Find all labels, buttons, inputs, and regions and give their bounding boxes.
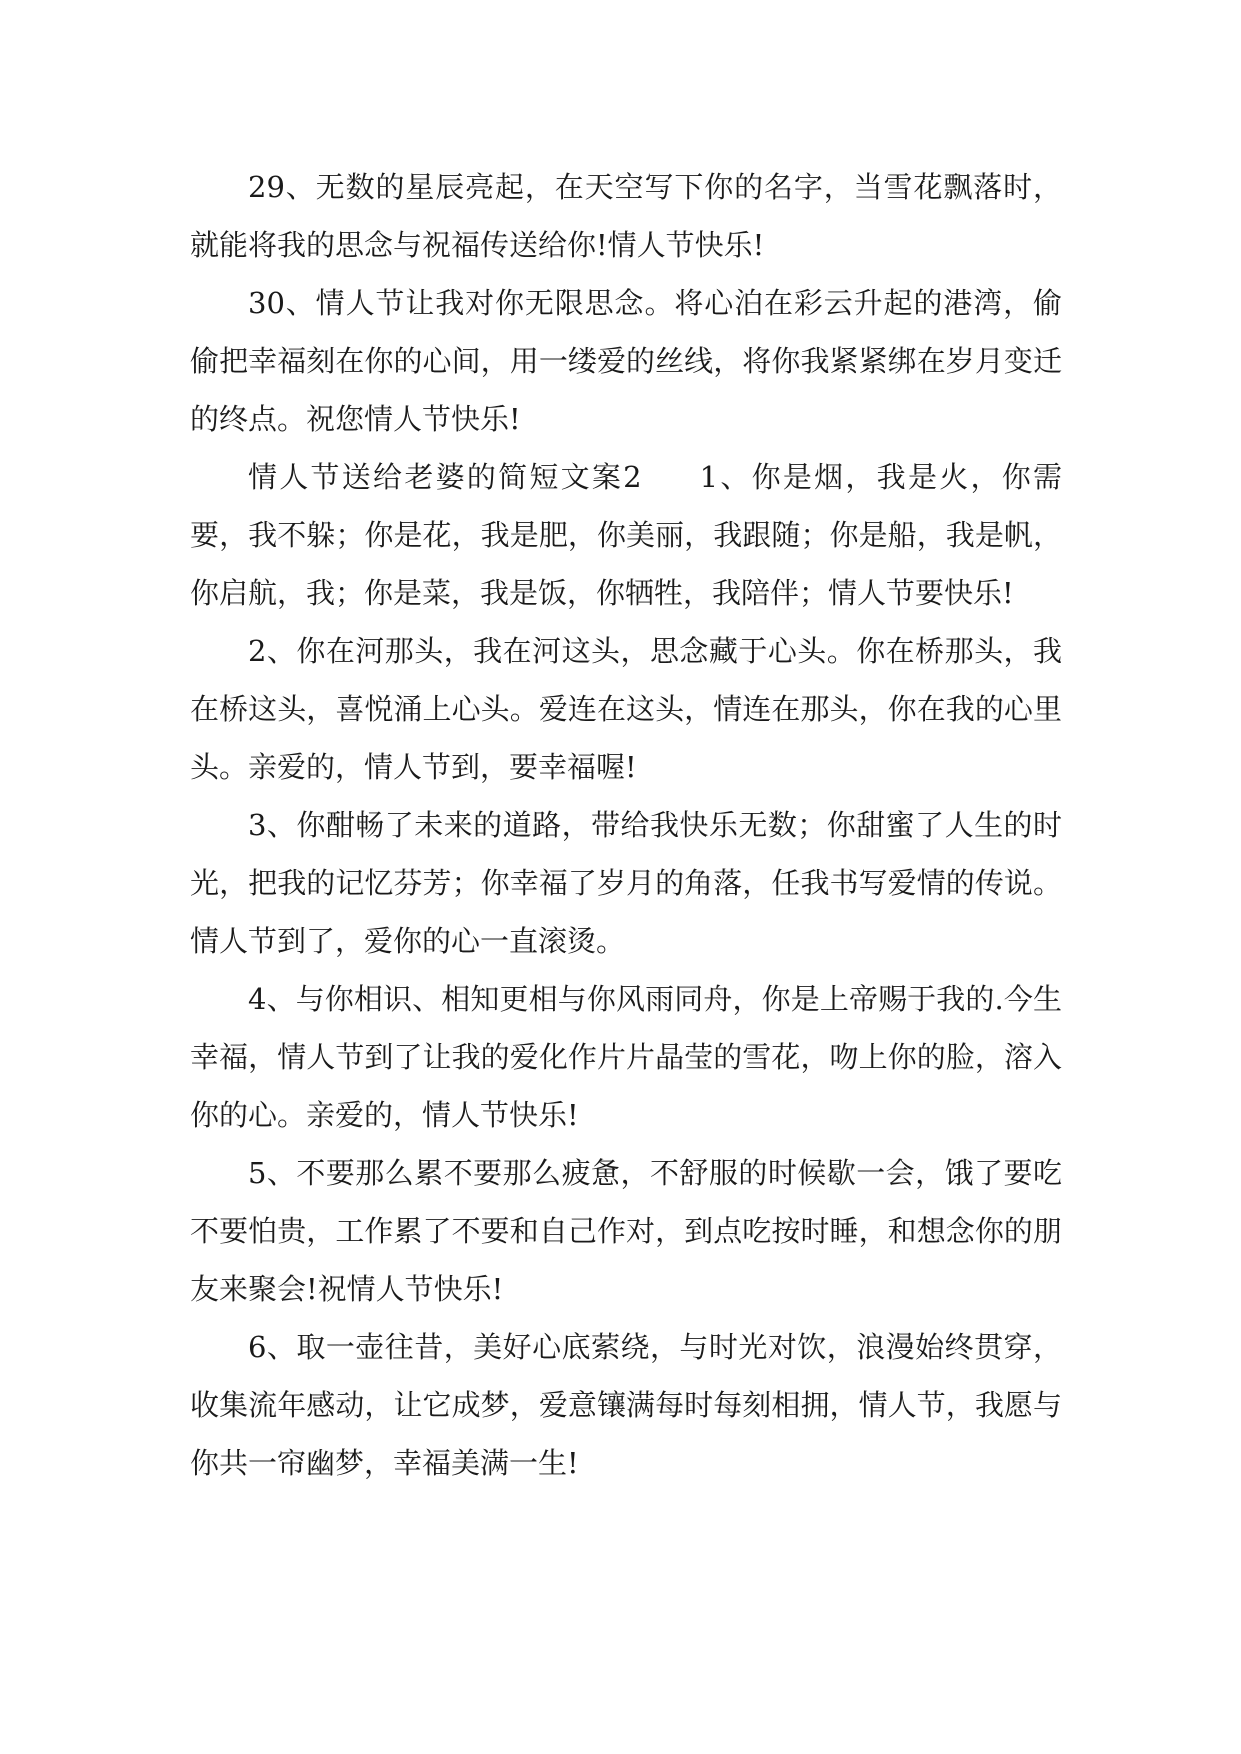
paragraph-29: 29、无数的星辰亮起，在天空写下你的名字，当雪花飘落时，就能将我的思念与祝福传送给你!情人节快乐! bbox=[190, 170, 1062, 262]
section-paragraph bbox=[190, 448, 1062, 622]
section-title: 情人节送给老婆的简短文案2 bbox=[248, 460, 642, 494]
item-1: 1、你是烟，我是火，你需要，我不躲；你是花，我是肥，你美丽，我跟随；你是船，我是帆，你启航，我；你是菜，我是饭，你牺牲，我陪伴；情人节要快乐! bbox=[190, 460, 1063, 610]
document-page bbox=[190, 158, 1062, 1492]
item-6: 6、取一壶往昔，美好心底萦绕，与时光对饮，浪漫始终贯穿，收集流年感动，让它成梦，爱意镶满每时每刻相拥，情人节，我愿与你共一帘幽梦，幸福美满一生! bbox=[190, 1330, 1062, 1480]
item-4: 4、与你相识、相知更相与你风雨同舟，你是上帝赐于我的.今生幸福，情人节到了让我的爱化作片片晶莹的雪花，吻上你的脸，溶入你的心。亲爱的，情人节快乐! bbox=[190, 982, 1062, 1132]
item-5: 5、不要那么累不要那么疲惫，不舒服的时候歇一会，饿了要吃不要怕贵，工作累了不要和自己作对，到点吃按时睡，和想念你的朋友来聚会!祝情人节快乐! bbox=[190, 1156, 1062, 1306]
item-2: 2、你在河那头，我在河这头，思念藏于心头。你在桥那头，我在桥这头，喜悦涌上心头。爱连在这头，情连在那头，你在我的心里头。亲爱的，情人节到，要幸福喔! bbox=[190, 634, 1062, 784]
paragraph-30: 30、情人节让我对你无限思念。将心泊在彩云升起的港湾，偷偷把幸福刻在你的心间，用一缕爱的丝线，将你我紧紧绑在岁月变迁的终点。祝您情人节快乐! bbox=[190, 286, 1062, 436]
item-3: 3、你酣畅了未来的道路，带给我快乐无数；你甜蜜了人生的时光，把我的记忆芬芳；你幸福了岁月的角落，任我书写爱情的传说。情人节到了，爱你的心一直滚烫。 bbox=[190, 808, 1062, 958]
